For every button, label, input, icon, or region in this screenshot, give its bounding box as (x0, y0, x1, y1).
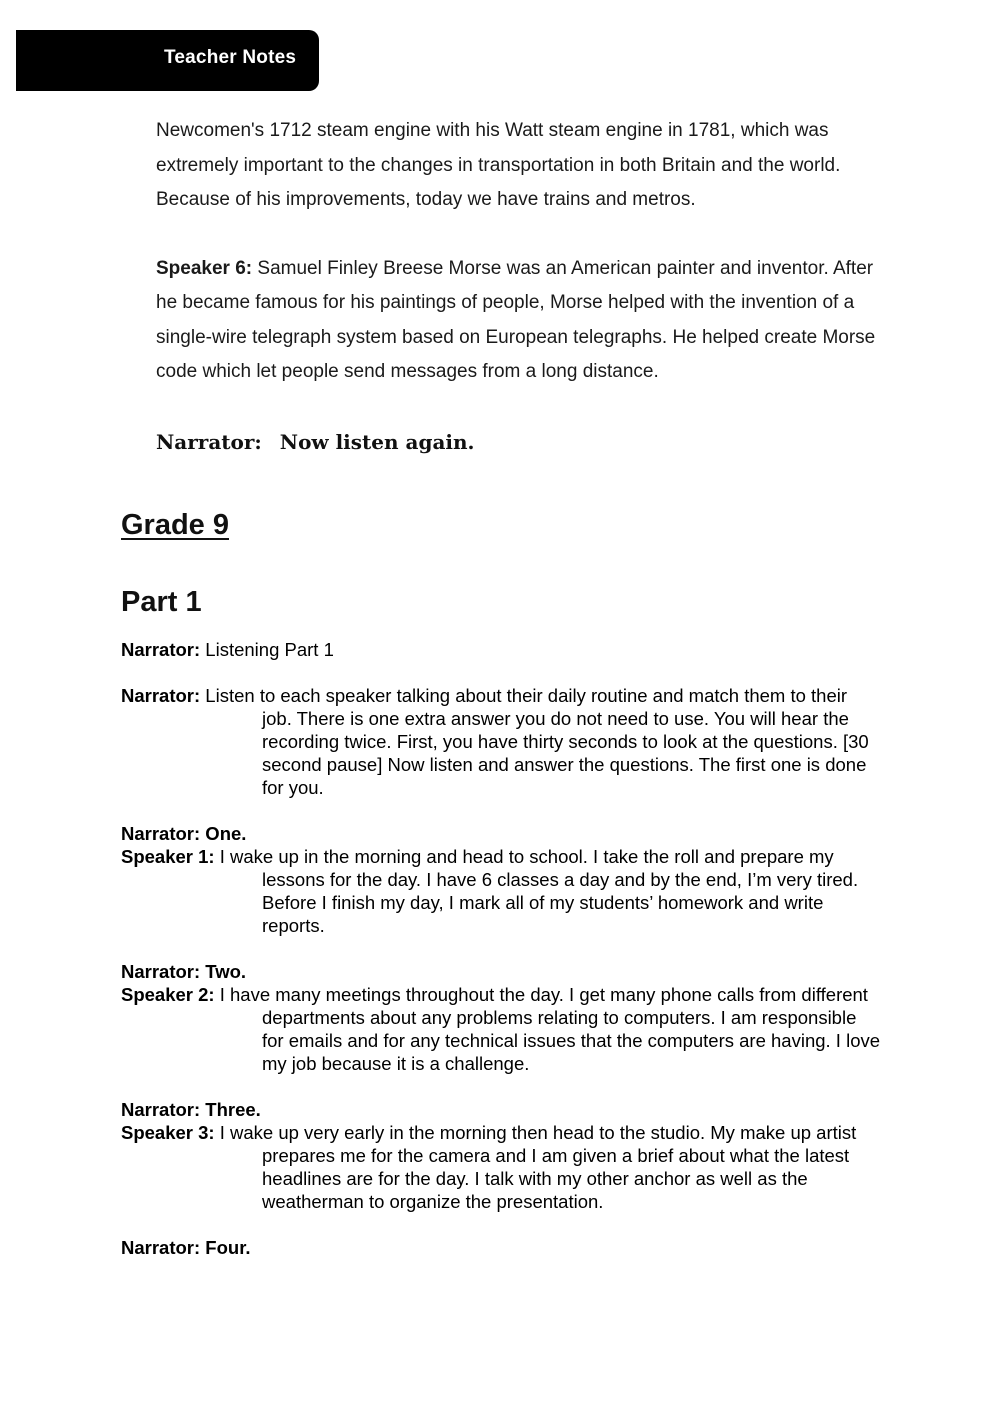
narrator-four-label: Narrator: Four. (121, 1237, 251, 1258)
intro-paragraph: Newcomen's 1712 steam engine with his Watt steam engine in 1781, which was extremely important to the changes in transportation in both Britain and the world. Because of his improvements, today we have trains and metros. (156, 120, 841, 210)
narrator-three (121, 1098, 881, 1121)
teacher-notes-tab (16, 30, 319, 91)
speaker3-line (121, 1121, 881, 1213)
script-line-listening-part (121, 638, 881, 661)
narrator-four (121, 1236, 881, 1259)
narrator-two-label: Narrator: Two. (121, 961, 247, 982)
narrator-three-label: Narrator: Three. (121, 1099, 261, 1120)
narrator-listen-text: Now listen again. (279, 430, 475, 454)
speaker2-label: Speaker 2: (121, 984, 215, 1005)
speaker3-label: Speaker 3: (121, 1122, 215, 1143)
script-line-instructions (121, 684, 881, 799)
speaker2-text: I have many meetings throughout the day. I get many phone calls from different departments about any problems relating to computers. I am responsible for emails and for any technical issues that the computers are having. I love my job because it is a challenge. (214, 984, 881, 1074)
speaker6-paragraph (156, 252, 876, 390)
speaker6-label: Speaker 6: (156, 257, 253, 279)
narrator-label: Narrator: (121, 639, 201, 660)
narrator-listen-again (156, 430, 475, 454)
part-title: Part 1 (121, 586, 202, 618)
script-line-text: Listening Part 1 (200, 639, 334, 660)
paragraph-gap (156, 218, 876, 252)
speaker1-label: Speaker 1: (121, 846, 215, 867)
narrator-one (121, 822, 881, 845)
speaker6-text: Samuel Finley Breese Morse was an American painter and inventor. After he became famous for his paintings of people, Morse helped with the invention of a single-wire telegraph system based on European telegraphs. He helped create Morse code which let people send messages from a long distance. (156, 257, 876, 382)
script-line-text: Listen to each speaker talking about their daily routine and match them to their job. There is one extra answer you do not need to use. You will hear the recording twice. First, you have thirty seconds to look at the questions. [30 second pause] Now listen and answer the questions. The first one is done for you. (200, 685, 869, 798)
speaker2-line (121, 983, 881, 1075)
teacher-notes-label: Teacher Notes (164, 47, 297, 68)
intro-section (156, 114, 876, 390)
speaker3-text: I wake up very early in the morning then head to the studio. My make up artist prepares me for the camera and I am given a brief about what the latest headlines are for the day. I talk with my other anchor as well as the weatherman to organize the presentation. (214, 1122, 857, 1212)
narrator-listen-label: Narrator: (156, 430, 262, 454)
listening-script (121, 638, 881, 1259)
speaker1-text: I wake up in the morning and head to school. I take the roll and prepare my lessons for the day. I have 6 classes a day and by the end, I’m very tired. Before I finish my day, I mark all of my students’ homework and write reports. (214, 846, 859, 936)
grade-title: Grade 9 (121, 509, 229, 541)
narrator-two (121, 960, 881, 983)
narrator-label: Narrator: (121, 685, 201, 706)
narrator-one-label: Narrator: One. (121, 823, 247, 844)
speaker1-line (121, 845, 881, 937)
